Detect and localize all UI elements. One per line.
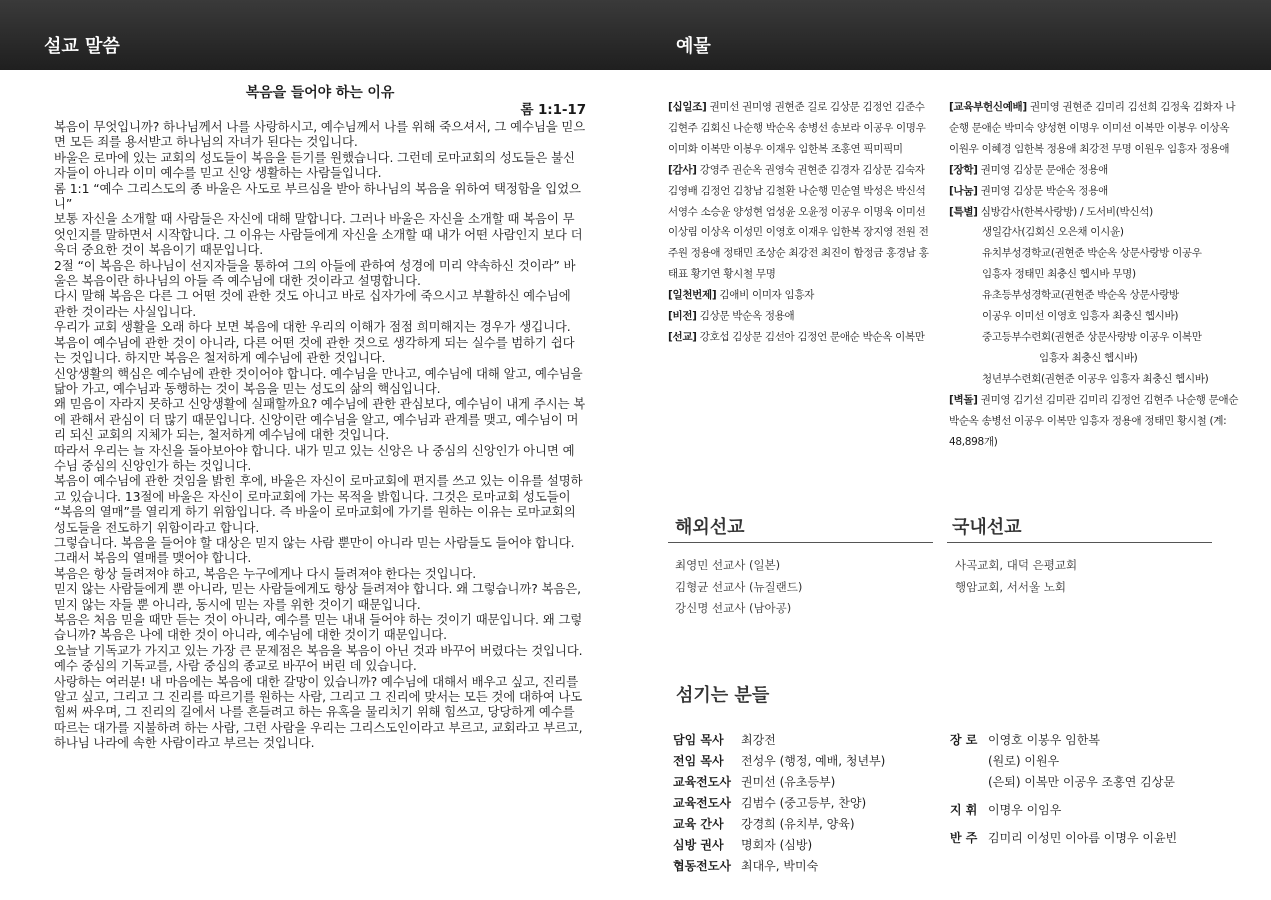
offering-category-label: [특별] [949,205,978,218]
staff-role: 반 주 [950,831,978,845]
offering-category-label: [나눔] [949,184,978,197]
mission-item: 강신명 선교사 (남아공) [675,601,792,615]
staff-name: 김미리 이성민 이아름 이명우 이윤빈 [988,831,1178,845]
sermon-paragraph: 오늘날 기독교가 가지고 있는 가장 큰 문제점은 복음을 복음이 아닌 것과 바꾸어 버렸다는 것입니다. 예수 중심의 기독교를, 사람 중심의 종교로 바꾸어 버린 데 있습니다. [54,642,583,674]
staff-name: (원로) 이원우 [988,754,1060,768]
sermon-header-title: 설교 말씀 [44,36,120,57]
offering-category-label: [교육부헌신예배] [949,101,1027,113]
staff-role: 협동전도사 [673,859,731,873]
staff-row [673,751,885,772]
sermon-paragraph: 바울은 로마에 있는 교회의 성도들이 복음을 듣기를 원했습니다. 그런데 로마교회의 성도들은 불신자들이 아니라 이미 예수를 믿고 신앙 생활하는 사람들입니다. [54,149,575,181]
offering-entry [949,97,1241,160]
sermon-body [54,85,586,751]
staff-role: 교육전도사 [673,796,731,810]
staff-row [673,835,885,856]
servants-title: 섬기는 분들 [676,685,770,706]
offering-entry [668,97,936,160]
divider [947,542,1212,543]
offering-donors: 권미선 권미영 권현준 길로 김상문 김정언 김준수 김현주 김회신 나순행 박순옥 송병선 송보라 이공우 이명우 이미화 이복만 이봉우 이재우 임한복 조홍연 픽미픽미 [668,101,926,155]
offering-donors: 김상문 박순옥 정용애 [696,310,795,323]
mission-item: 김형균 선교사 (뉴질랜드) [675,579,803,594]
staff-name: 김범수 (중고등부, 찬양) [741,796,867,810]
offering-donors: 김애비 이미자 임흥자 [716,289,815,302]
offering-donors: 권미영 권현준 김미리 김선희 김정욱 김화자 나순행 문애순 박미숙 양성현 이명우 이미선 이복만 이봉우 이상옥 이원우 이혜경 임한복 정용애 최강전 무명 이원우 임흥자 정용애 [949,101,1236,155]
staff-role: 교육 간사 [673,817,724,831]
staff-row [673,793,885,814]
offering-entry [949,202,1241,223]
overseas-mission-list [675,555,802,620]
staff-name: 최대우, 박미숙 [741,859,819,873]
offering-special-line: 임흥자 정태민 최충신 헵시바 무명) [982,268,1136,281]
offering-special-line: 청년부수련회(권현준 이공우 임흥자 최충신 헵시바) [982,372,1209,385]
staff-role: 장 로 [950,733,978,747]
sermon-paragraph: 그렇습니다. 복음을 들어야 할 대상은 믿지 않는 사람 뿐만이 아니라 믿는 사람들도 들어야 합니다. 그래서 복음의 열매를 맺어야 합니다. [54,534,575,566]
staff-name: 강경희 (유치부, 양육) [741,817,855,831]
offering-special-line: 유초등부성경학교(권현준 박순옥 상문사랑방 [982,289,1179,302]
sermon-title: 복음을 들어야 하는 이유 [245,85,395,101]
offering-category-label: [선교] [668,330,697,343]
offering-entry [668,285,936,306]
sermon-paragraph: 복음이 무엇입니까? 하나님께서 나를 사랑하시고, 예수님께서 나를 위해 죽으셔서, 그 예수님을 믿으면 모든 죄를 용서받고 하나님의 자녀가 된다는 것입니다. [54,119,586,150]
domestic-mission-title: 국내선교 [952,517,1022,538]
staff-role: 지 휘 [950,803,978,817]
offering-special-line: 유치부성경학교(권현준 박순옥 상문사랑방 이공우 [982,247,1202,260]
offering-entry [668,327,936,348]
scripture-reference: 롬 1:1-17 [520,102,586,118]
sermon-paragraphs [54,119,586,751]
staff-row [673,856,885,877]
overseas-mission-title: 해외선교 [675,517,745,538]
staff-name: 권미선 (유초등부) [741,775,836,789]
staff-role: 교육전도사 [673,775,731,789]
staff-name: 이명우 이임우 [988,803,1062,817]
offering-bricks [949,390,1241,453]
sermon-paragraph: 신앙생활의 핵심은 예수님에 관한 것이어야 합니다. 예수님을 만나고, 예수님에 대해 알고, 예수님을 닮아 가고, 예수님과 동행하는 것이 복음을 믿는 성도의 삶의 핵심입니다. [54,365,583,396]
staff-name: (은퇴) 이복만 이공우 조홍연 김상문 [988,775,1175,789]
offering-entry [949,181,1241,202]
offering-category-label: [감사] [668,163,697,176]
offering-category-label: [비전] [668,310,697,323]
sermon-paragraph: 2절 “이 복음은 하나님이 선지자들을 통하여 그의 아들에 관하여 성경에 미리 약속하신 것이라” 바울은 복음이란 하나님의 아들 즉 예수님에 대한 것이라고 설명합니다. [54,257,576,289]
mission-item: 최영민 선교사 (일본) [675,558,781,572]
offering-list-right [949,97,1241,452]
staff-role: 전임 목사 [673,754,724,768]
offering-special-line: 생일감사(김회신 오은채 이시윤) [982,226,1124,239]
staff-row [673,772,885,793]
staff-list-right [950,730,1177,849]
offering-entry [949,160,1241,181]
offering-category-label: [장학] [949,163,978,176]
offering-donors: 강호섭 김상문 김선아 김정언 문애순 박순옥 이복만 [696,330,925,343]
sermon-paragraph: 우리가 교회 생활을 오래 하다 보면 복음에 대한 우리의 이해가 점점 희미해지는 경우가 생깁니다. 복음이 예수님에 관한 것이 아니라, 다른 어떤 것에 관한 것으로 생각하게 되는 실수를 범하기 쉽다는 것입니다. 하지만 복음은 철저하게 예수님에 관한 것입니다. [54,319,575,366]
divider [668,542,933,543]
offering-list-left [668,97,936,348]
sermon-paragraph: 롬 1:1 “예수 그리스도의 종 바울은 사도로 부르심을 받아 하나님의 복음을 위하여 택정함을 입었으니” [54,180,581,212]
sermon-header [0,0,636,70]
staff-list-left [673,730,885,877]
staff-name: 이영호 이봉우 임한복 [988,733,1100,747]
staff-row [673,814,885,835]
sermon-paragraph: 복음은 항상 들려져야 하고, 복음은 누구에게나 다시 들려져야 한다는 것입니다. [54,565,477,581]
offering-entry [668,160,936,285]
sermon-paragraph: 복음은 처음 믿을 때만 듣는 것이 아니라, 예수를 믿는 내내 들어야 하는 것이기 때문입니다. 왜 그렇습니까? 복음은 나에 대한 것이 아니라, 예수님에 대한 것이기 때문입니다. [54,612,583,643]
offering-donors: 권미영 김상문 문애순 정용애 [977,163,1108,176]
offering-donors: 강영주 권순옥 권영숙 권현준 김경자 김상문 김숙자 김영배 김정언 김창남 김철환 나순행 민순열 박성은 박신석 서영수 소승윤 양성현 엄성윤 오윤정 이공우 이명욱 이미선 이상림 이상옥 이성민 이영호 이재우 임한복 장지영 전원 전주원 정용애 정태민 조상순 최강전 최진이 함정금 홍경남 홍태표 황기연 황시철 무명 [668,163,929,281]
offering-donors: 심방감사(한복사랑방) / 도서비(박신석) [977,205,1153,218]
staff-row [673,730,885,751]
offering-header [636,0,1271,70]
offering-special-line: 중고등부수련회(권현준 상문사랑방 이공우 이복만 [982,330,1202,343]
staff-name: 명회자 (심방) [741,838,813,852]
mission-item: 행암교회, 서서울 노회 [955,579,1066,594]
offering-category-label: [일천번제] [668,289,717,302]
offering-category-label: [십일조] [668,101,707,113]
sermon-paragraph: 왜 믿음이 자라지 못하고 신앙생활에 실패할까요? 예수님에 관한 관심보다, 예수님이 내게 주시는 복에 관해서 관심이 더 많기 때문입니다. 신앙이란 예수님을 알고, 예수님과 관계를 맺고, 예수님이 머리 되신 교회의 지체가 되는, 철저하게 예수님에 대한 것입니다. [54,396,586,443]
offering-donors: 권미영 김상문 박순옥 정용애 [977,184,1108,197]
sermon-paragraph: 사랑하는 여러분! 내 마음에는 복음에 대한 갈망이 있습니까? 예수님에 대해서 배우고 싶고, 진리를 알고 싶고, 그리고 그 진리를 따르기를 원하는 사람, 그리고 그 진리에 맞서는 모든 것에 대하여 나도 힘써 싸우며, 그 진리의 길에서 나를 흔들려고 하는 유혹을 물리치기 위해 힘쓰고, 당당하게 예수를 따르는 대가를 지불하려 하는 사람, 그런 사람을 우리는 그리스도인이라고 부르고, 교회라고 부르고, 하나님 나라에 속한 사람이라고 부르는 것입니다. [54,673,583,751]
mission-item: 사곡교회, 대덕 은평교회 [955,558,1078,572]
sermon-paragraph: 다시 말해 복음은 다른 그 어떤 것에 관한 것도 아니고 바로 십자가에 죽으시고 부활하신 예수님에 관한 것이라는 사실입니다. [54,288,571,319]
offering-header-title: 예물 [676,36,711,57]
domestic-mission-list [955,555,1077,598]
sermon-paragraph: 보통 자신을 소개할 때 사람들은 자신에 대해 말합니다. 그러나 바울은 자신을 소개할 때 복음이 무엇인지를 말하면서 시작합니다. 그 이유는 사람들에게 자신을 소개할 때 내가 어떤 사람인지 보다 더욱더 중요한 것이 복음이기 때문입니다. [54,211,583,258]
offering-special-line: 이공우 이미선 이영호 임흥자 최충신 헵시바) [982,310,1179,323]
staff-role: 담임 목사 [673,733,724,747]
offering-entry [668,306,936,327]
offering-category-label: [벽돌] [949,393,978,406]
sermon-paragraph: 따라서 우리는 늘 자신을 돌아보아야 합니다. 내가 믿고 있는 신앙은 나 중심의 신앙인가 아니면 예수님 중심의 신앙인가 하는 것입니다. [54,442,575,473]
sermon-paragraph: 복음이 예수님에 관한 것임을 밝힌 후에, 바울은 자신이 로마교회에 편지를 쓰고 있는 이유를 설명하고 있습니다. 13절에 바울은 자신이 로마교회에 가는 목적을 밝힙니다. 그것은 로마교회 성도들이 “복음의 열매”를 열리게 하기 위함입니다. 즉 바울이 로마교회에 가기를 원하는 이유는 로마교회의 성도들을 전도하기 위함이라고 합니다. [54,473,583,535]
sermon-paragraph: 믿지 않는 사람들에게 뿐 아니라, 믿는 사람들에게도 항상 들려져야 합니다. 왜 그렇습니까? 복음은, 믿지 않는 자들 뿐 아니라, 동시에 믿는 자를 위한 것이기 때문입니다. [54,581,581,612]
offering-donors: 권미영 김기선 김미관 김미리 김정언 김현주 나순행 문애순 박순옥 송병선 이공우 이복만 임흥자 정용애 정태민 황시철 (계: 48,898개) [949,393,1239,448]
staff-name: 전성우 (행정, 예배, 청년부) [741,754,886,768]
staff-role: 심방 권사 [673,838,724,852]
staff-name: 최강전 [741,733,776,747]
offering-special-line: 임흥자 최충신 헵시바) [1039,351,1138,364]
